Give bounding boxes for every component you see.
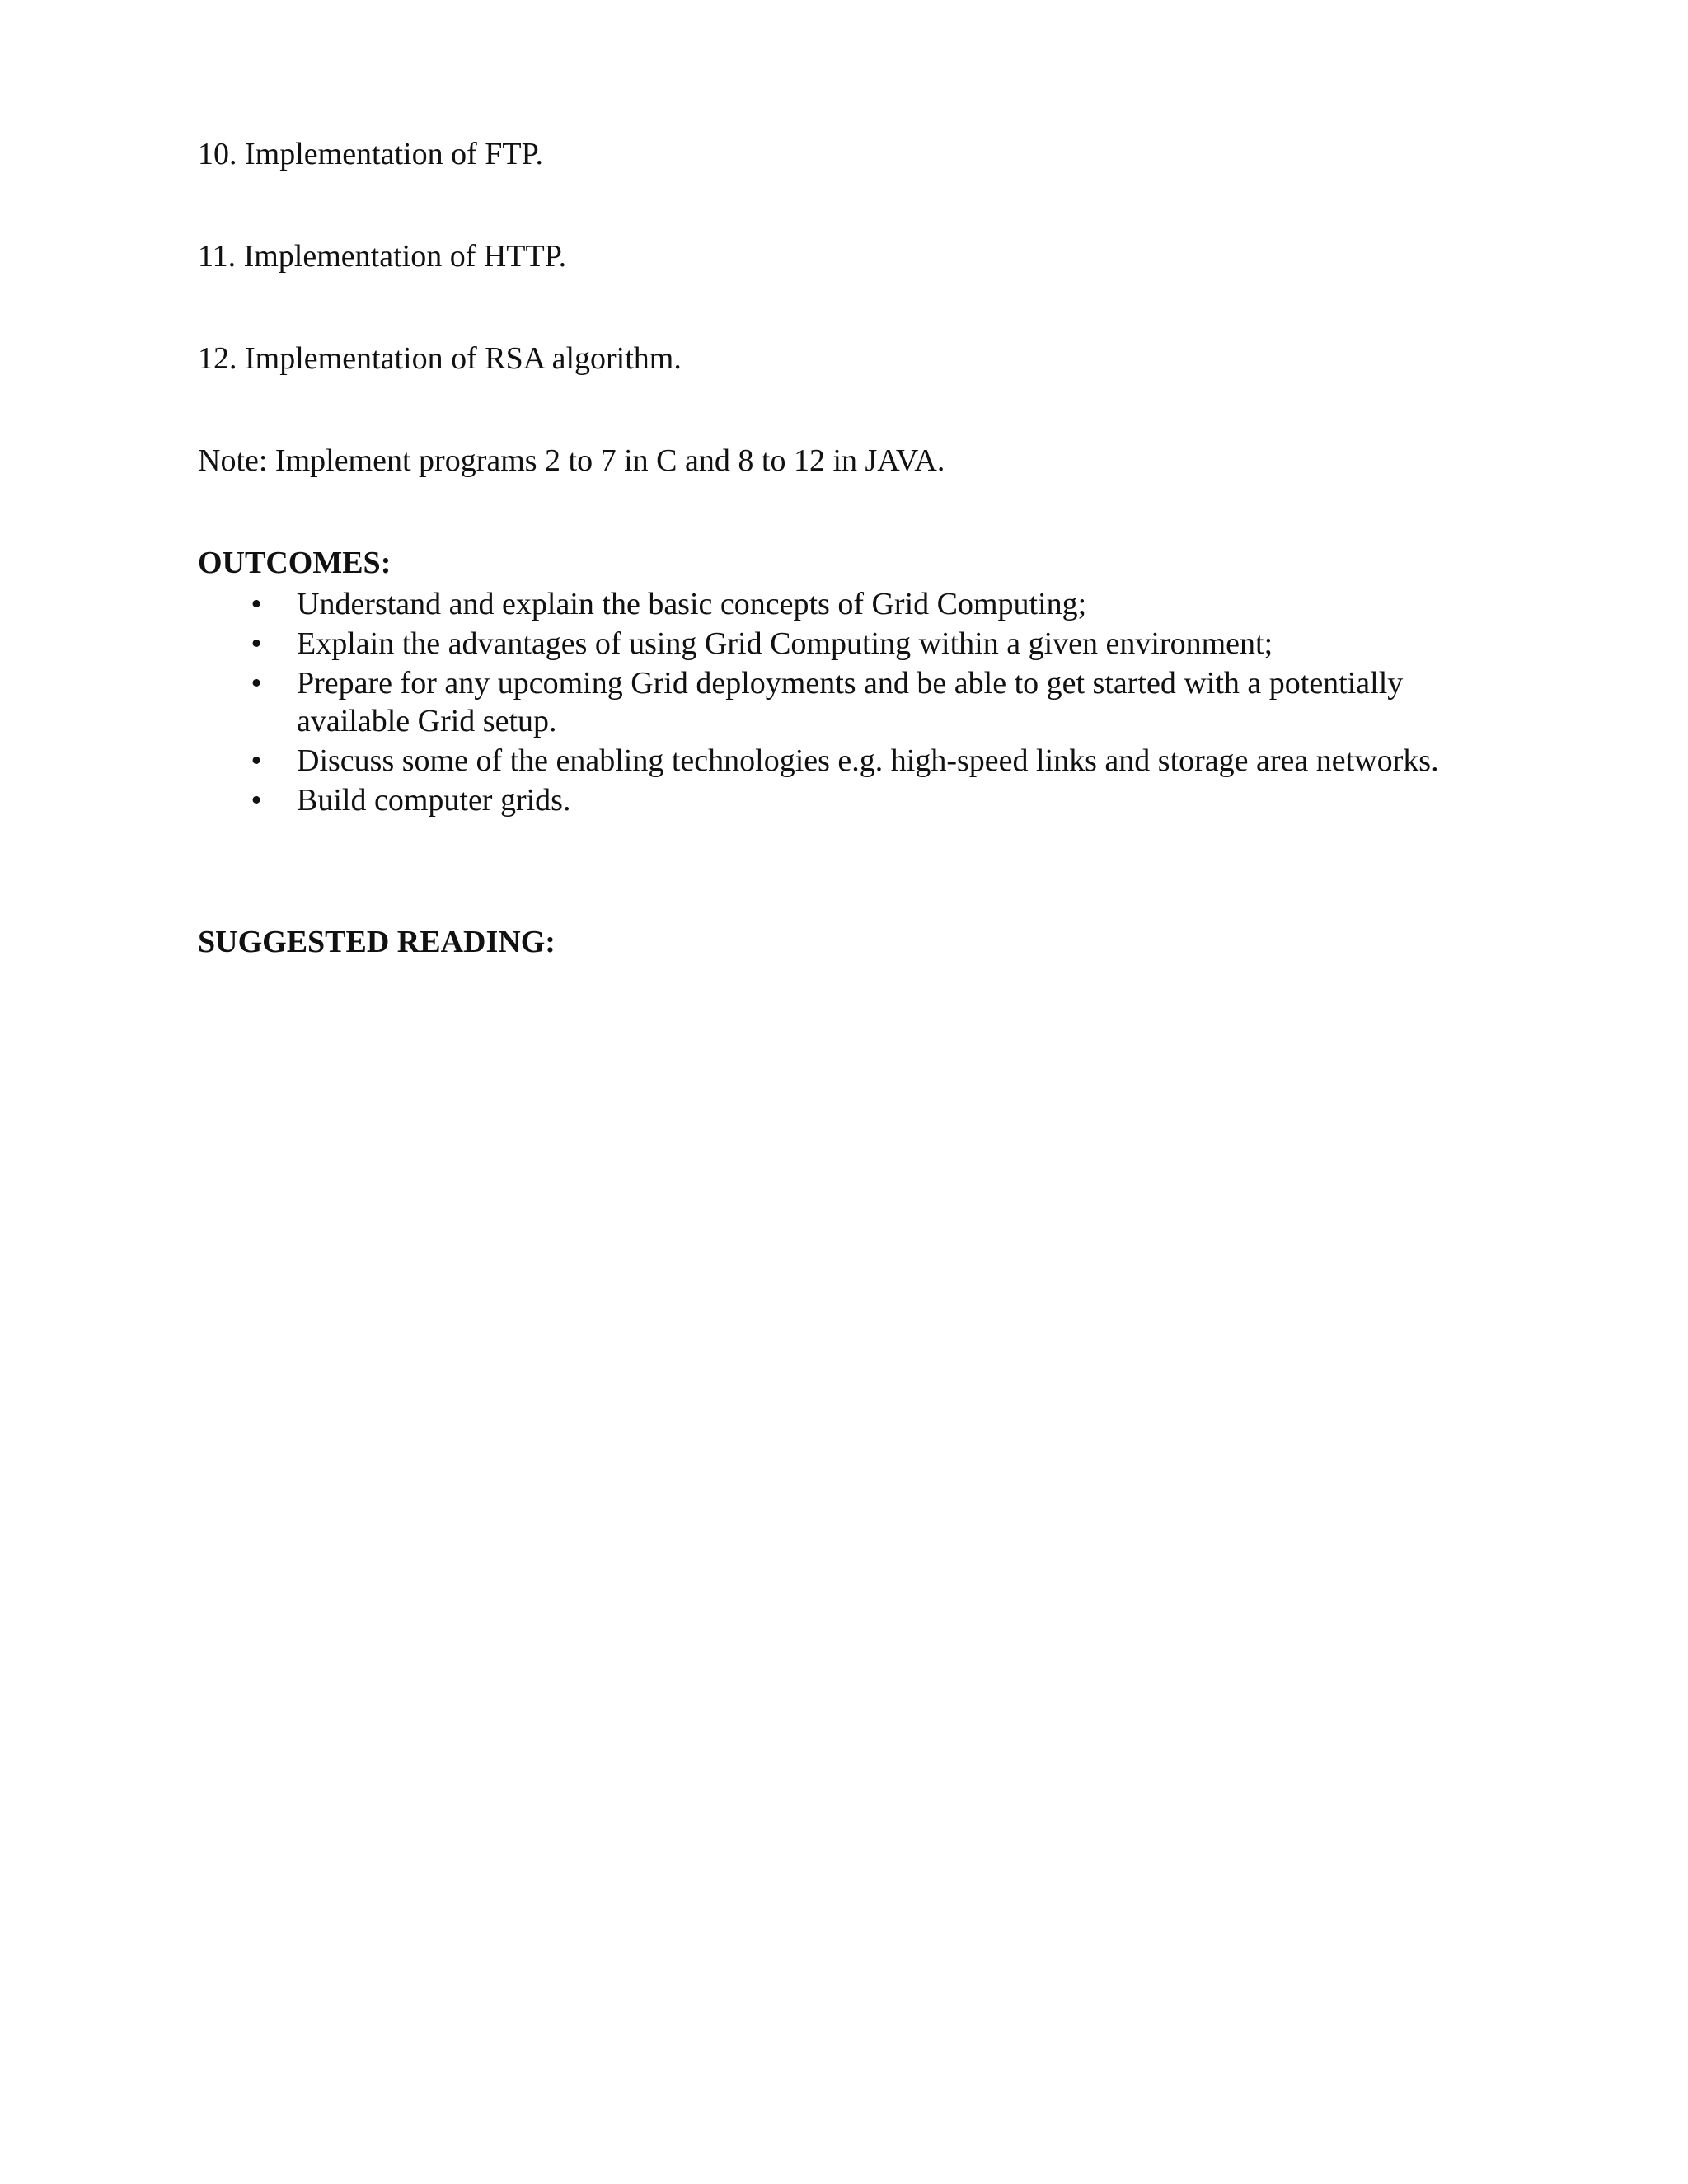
bullet-icon: • (251, 783, 262, 818)
outcome-item (198, 585, 1484, 623)
outcome-item (198, 625, 1484, 663)
bullet-icon: • (251, 666, 262, 701)
program-item-11: 11. Implementation of HTTP. (198, 239, 567, 274)
bullet-icon: • (251, 743, 262, 778)
outcome-text: Understand and explain the basic concepts of Grid Computing; (297, 587, 1087, 621)
suggested-reading-heading: SUGGESTED READING: (198, 925, 556, 959)
outcome-item (198, 781, 1484, 819)
outcome-text: Discuss some of the enabling technologies e.g. high-speed links and storage area networks. (297, 743, 1439, 778)
outcome-text: Build computer grids. (297, 783, 571, 818)
outcome-text: Explain the advantages of using Grid Computing within a given environment; (297, 626, 1273, 661)
bullet-icon: • (251, 626, 262, 661)
outcomes-heading: OUTCOMES: (198, 546, 392, 580)
outcome-item (198, 664, 1484, 740)
program-item-10: 10. Implementation of FTP. (198, 137, 544, 171)
outcome-text: Prepare for any upcoming Grid deployments and be able to get started with a potentially available Grid setup. (297, 666, 1404, 738)
outcome-item (198, 742, 1484, 780)
outcomes-list (198, 585, 1484, 821)
program-item-12: 12. Implementation of RSA algorithm. (198, 341, 682, 376)
implementation-note: Note: Implement programs 2 to 7 in C and 8 to 12 in JAVA. (198, 443, 945, 478)
bullet-icon: • (251, 587, 262, 621)
